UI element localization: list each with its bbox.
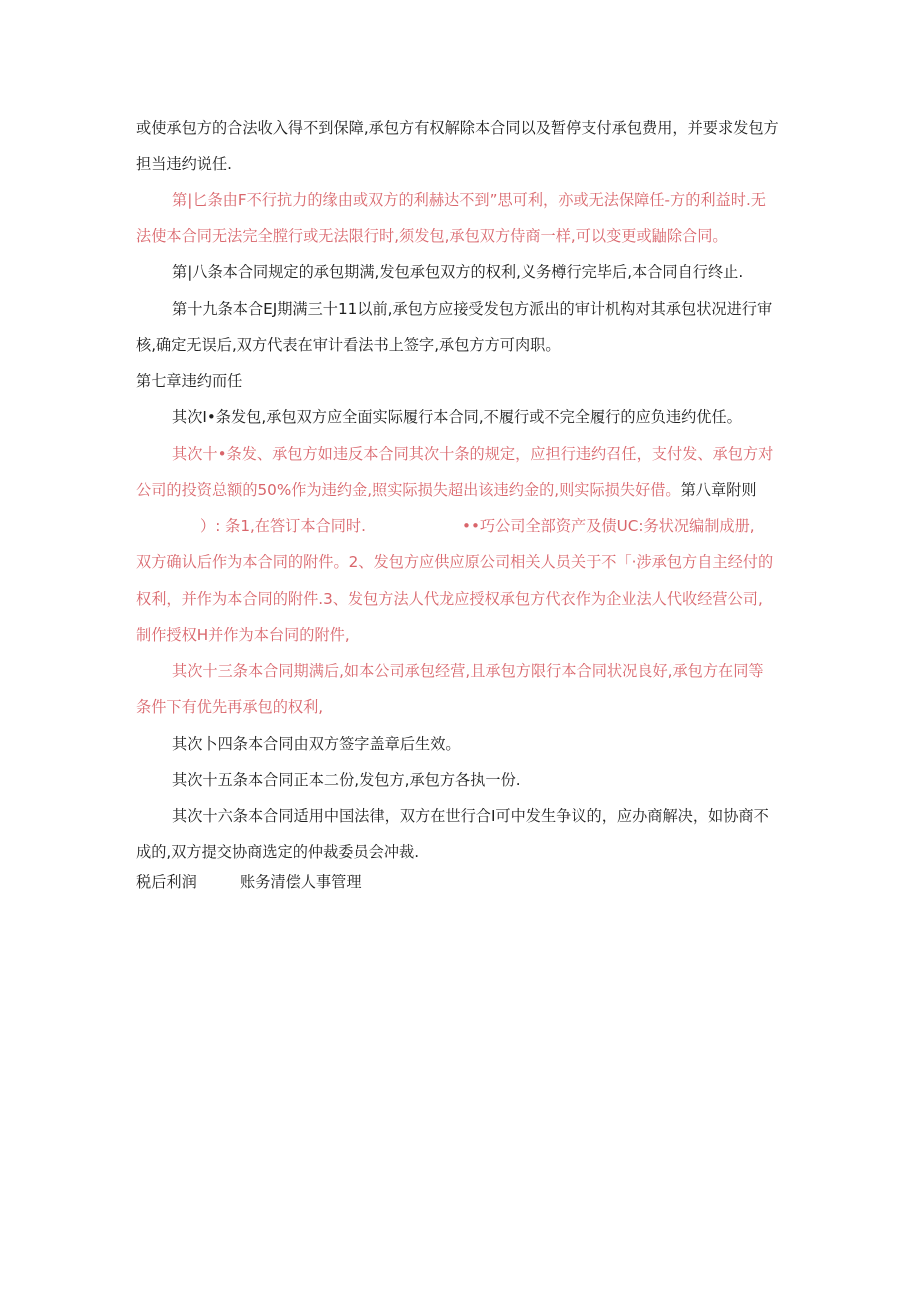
paragraph-line: 第十九条本合EJ期满三十11以前,承包方应接受发包方派出的审计机构对其承包状况进行审 xyxy=(172,300,773,318)
footer-label: 税后利润 xyxy=(136,873,197,891)
paragraph-line: 其次卜四条本合同由双方签字盖章后生效。 xyxy=(172,735,461,753)
paragraph-line: 权利，并作为本合同的附件.3、发包方法人代龙应授权承包方代衣作为企业法人代收经营公司, xyxy=(136,590,763,608)
paragraph-line: 制作授权H并作为本台同的附件, xyxy=(136,626,350,644)
paragraph-line: 其次十六条本合同适用中国法律，双方在世行合I可中发生争议的，应办商解决，如协商不 xyxy=(172,807,769,825)
paragraph-line: 成的,双方提交协商选定的仲裁委员会冲裁. xyxy=(136,843,420,861)
paragraph-line: 核,确定无误后,双方代表在审计看法书上签字,承包方方可肉职。 xyxy=(136,336,561,354)
paragraph-line: ）: 条1,在答订本合同时. xyxy=(200,517,366,535)
chapter-heading: 第八章附则 xyxy=(680,481,757,499)
paragraph-line: 双方确认后作为本合同的附件。2、发包方应供应原公司相关人员关于不「·涉承包方自主经付的 xyxy=(136,553,774,571)
chapter-heading: 第七章违约而任 xyxy=(136,372,243,390)
paragraph-line: 担当违约说任. xyxy=(136,155,232,173)
paragraph-line xyxy=(136,479,757,501)
paragraph-line: ••巧公司全部资产及债UC:务状况编制成册, xyxy=(462,517,755,535)
line-segment: 公司的投资总额的50%作为违约金,照实际损失超出该违约金的,则实际损失好借。 xyxy=(136,481,681,499)
paragraph-line: 其次I•条发包,承包双方应全面实际履行本合同,不履行或不完全履行的应负违约优任。 xyxy=(172,408,742,426)
paragraph-line: 其次十三条本合同期满后,如本公司承包经营,且承包方限行本合同状况良好,承包方在同等 xyxy=(172,662,764,680)
footer-label: 账务清偿人事管理 xyxy=(240,873,362,891)
paragraph-line: 法使本合同无法完全膛行或无法限行时,须发包,承包双方侍商一样,可以变更或鼬除合同。 xyxy=(136,227,728,245)
paragraph-line: 或使承包方的合法收入得不到保障,承包方有权解除本合同以及暂停支付承包费用，并要求发包方 xyxy=(136,119,779,137)
paragraph-line: 其次十•条发、承包方如违反本合同其次十条的规定，应担行违约召任，支付发、承包方对 xyxy=(172,445,774,463)
paragraph-line: 条件下有优先再承包的权利, xyxy=(136,698,324,716)
paragraph-line: 第|八条本合同规定的承包期满,发包承包双方的权利,义务樽行完毕后,本合同自行终止. xyxy=(172,263,744,281)
paragraph-line: 其次十五条本合同正本二份,发包方,承包方各执一份. xyxy=(172,771,521,789)
paragraph-line: 第|匕条由F不行抗力的缘由或双方的利赫达不到”思可利，亦或无法保障任-方的利益时.无 xyxy=(172,191,766,209)
